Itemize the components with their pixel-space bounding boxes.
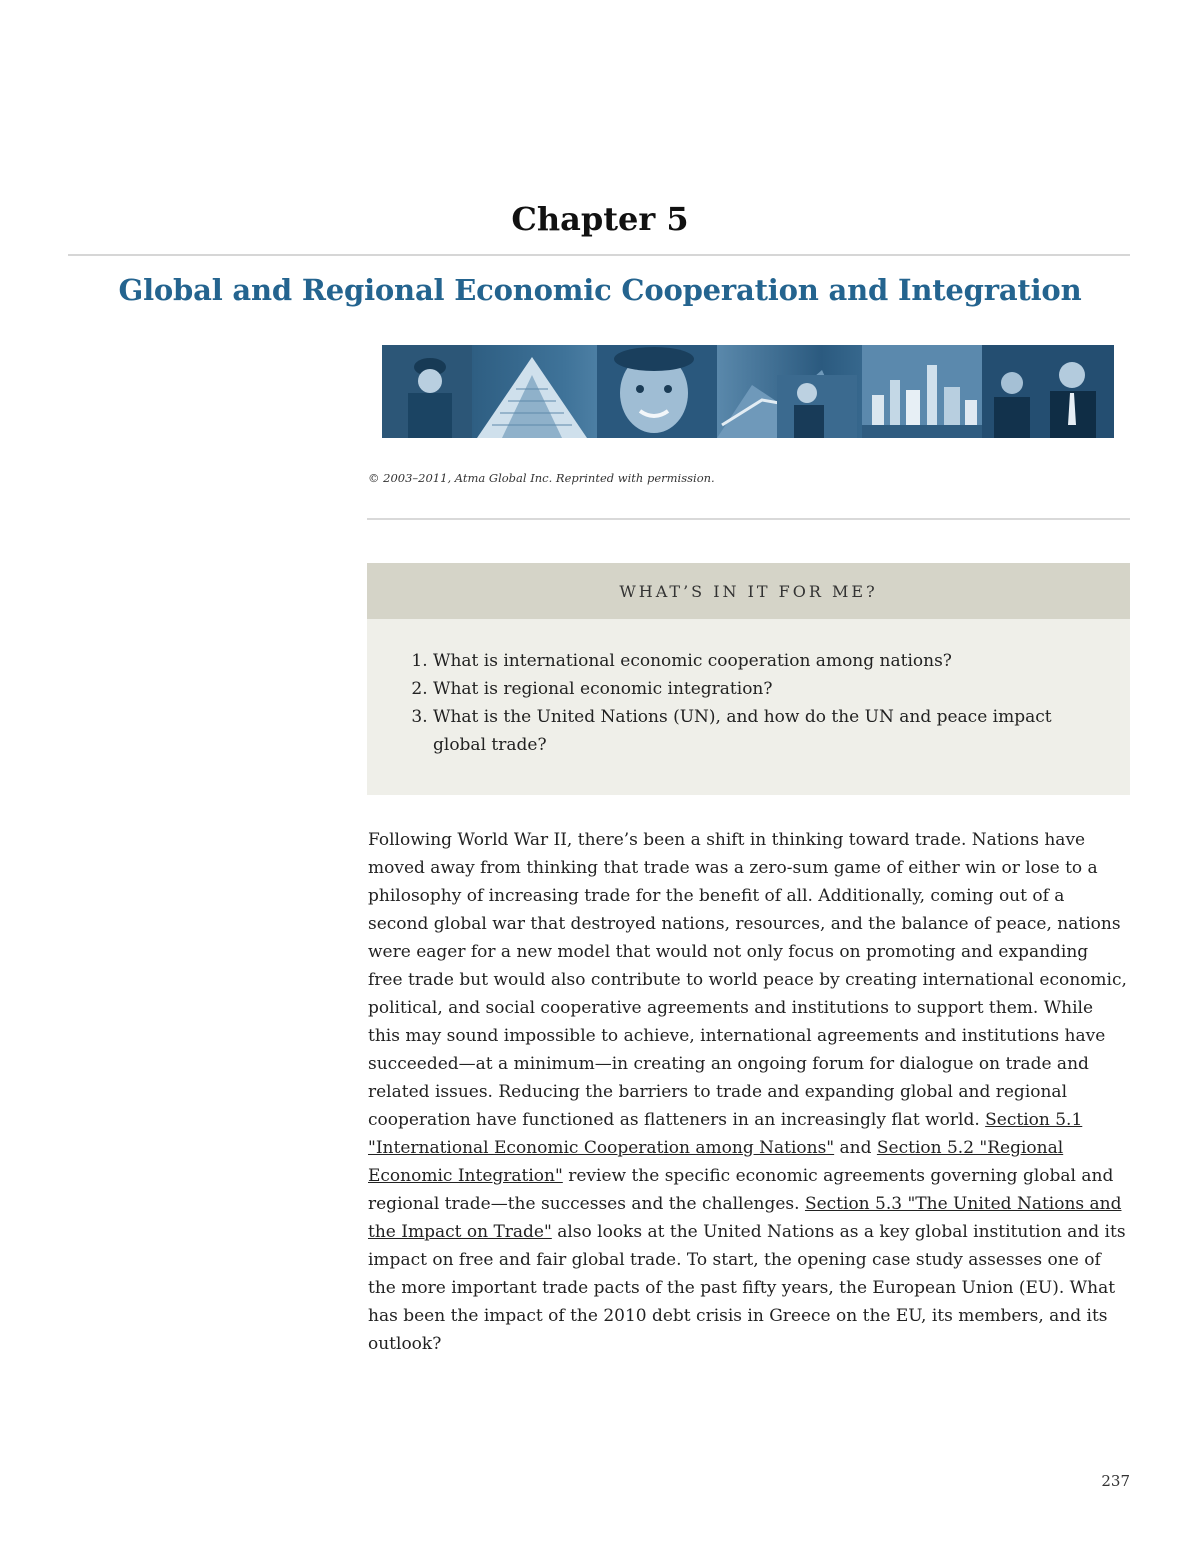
banner-image (382, 345, 1114, 438)
list-item: 1. What is international economic cooperation among nations? (433, 647, 1090, 675)
divider (68, 254, 1130, 256)
photo-credit: © 2003–2011, Atma Global Inc. Reprinted with permission. (368, 471, 715, 485)
learning-objectives-box (367, 563, 1130, 795)
section-5-3-link[interactable]: Section 5.3 "The United Nations and the Impact on Trade" (368, 1194, 1122, 1242)
body-text: also looks at the United Nations as a key global institution and its impact on free and fair global trade. To start, the opening case study assesses one of the more important trade pacts of the past fifty years, the European Union (EU). What has been the impact of the 2010 debt crisis in Greece on the EU, its members, and its outlook? (368, 1222, 1126, 1354)
body-text: review the specific economic agreements governing global and regional trade—the successes and the challenges. (368, 1166, 1114, 1214)
page-number: 237 (1101, 1472, 1130, 1490)
chapter-title: Global and Regional Economic Cooperation and Integration (118, 273, 1082, 307)
objectives-list (367, 619, 1130, 759)
body-text: and (839, 1138, 872, 1158)
list-item: 3. What is the United Nations (UN), and how do the UN and peace impact global trade? (433, 703, 1090, 759)
box-heading: WHAT’S IN IT FOR ME? (367, 563, 1130, 619)
divider (367, 518, 1130, 520)
section-5-1-link[interactable]: Section 5.1 "International Economic Cooperation among Nations" (368, 1110, 1083, 1158)
body-text: Following World War II, there’s been a shift in thinking toward trade. Nations have moved away from thinking that trade was a zero-sum game of either win or lose to a philosophy of increasing trade for the benefit of all. Additionally, coming out of a second global war that destroyed nations, resources, and the balance of peace, nations were eager for a new model that would not only focus on promoting and expanding free trade but would also contribute to world peace by creating international economic, political, and social cooperative agreements and institutions to support them. While this may sound impossible to achieve, international agreements and institutions have succeeded—at a minimum—in creating an ongoing forum for dialogue on trade and related issues. Reducing the barriers to trade and expanding global and regional cooperation have functioned as flatteners in an increasingly flat world. (368, 830, 1127, 1130)
photo-collage-icon (382, 345, 1114, 438)
section-5-2-link[interactable]: Section 5.2 "Regional Economic Integration" (368, 1138, 1064, 1186)
list-item: 2. What is regional economic integration? (433, 675, 1090, 703)
body-paragraph (368, 826, 1128, 1358)
chapter-label: Chapter 5 (511, 200, 689, 238)
